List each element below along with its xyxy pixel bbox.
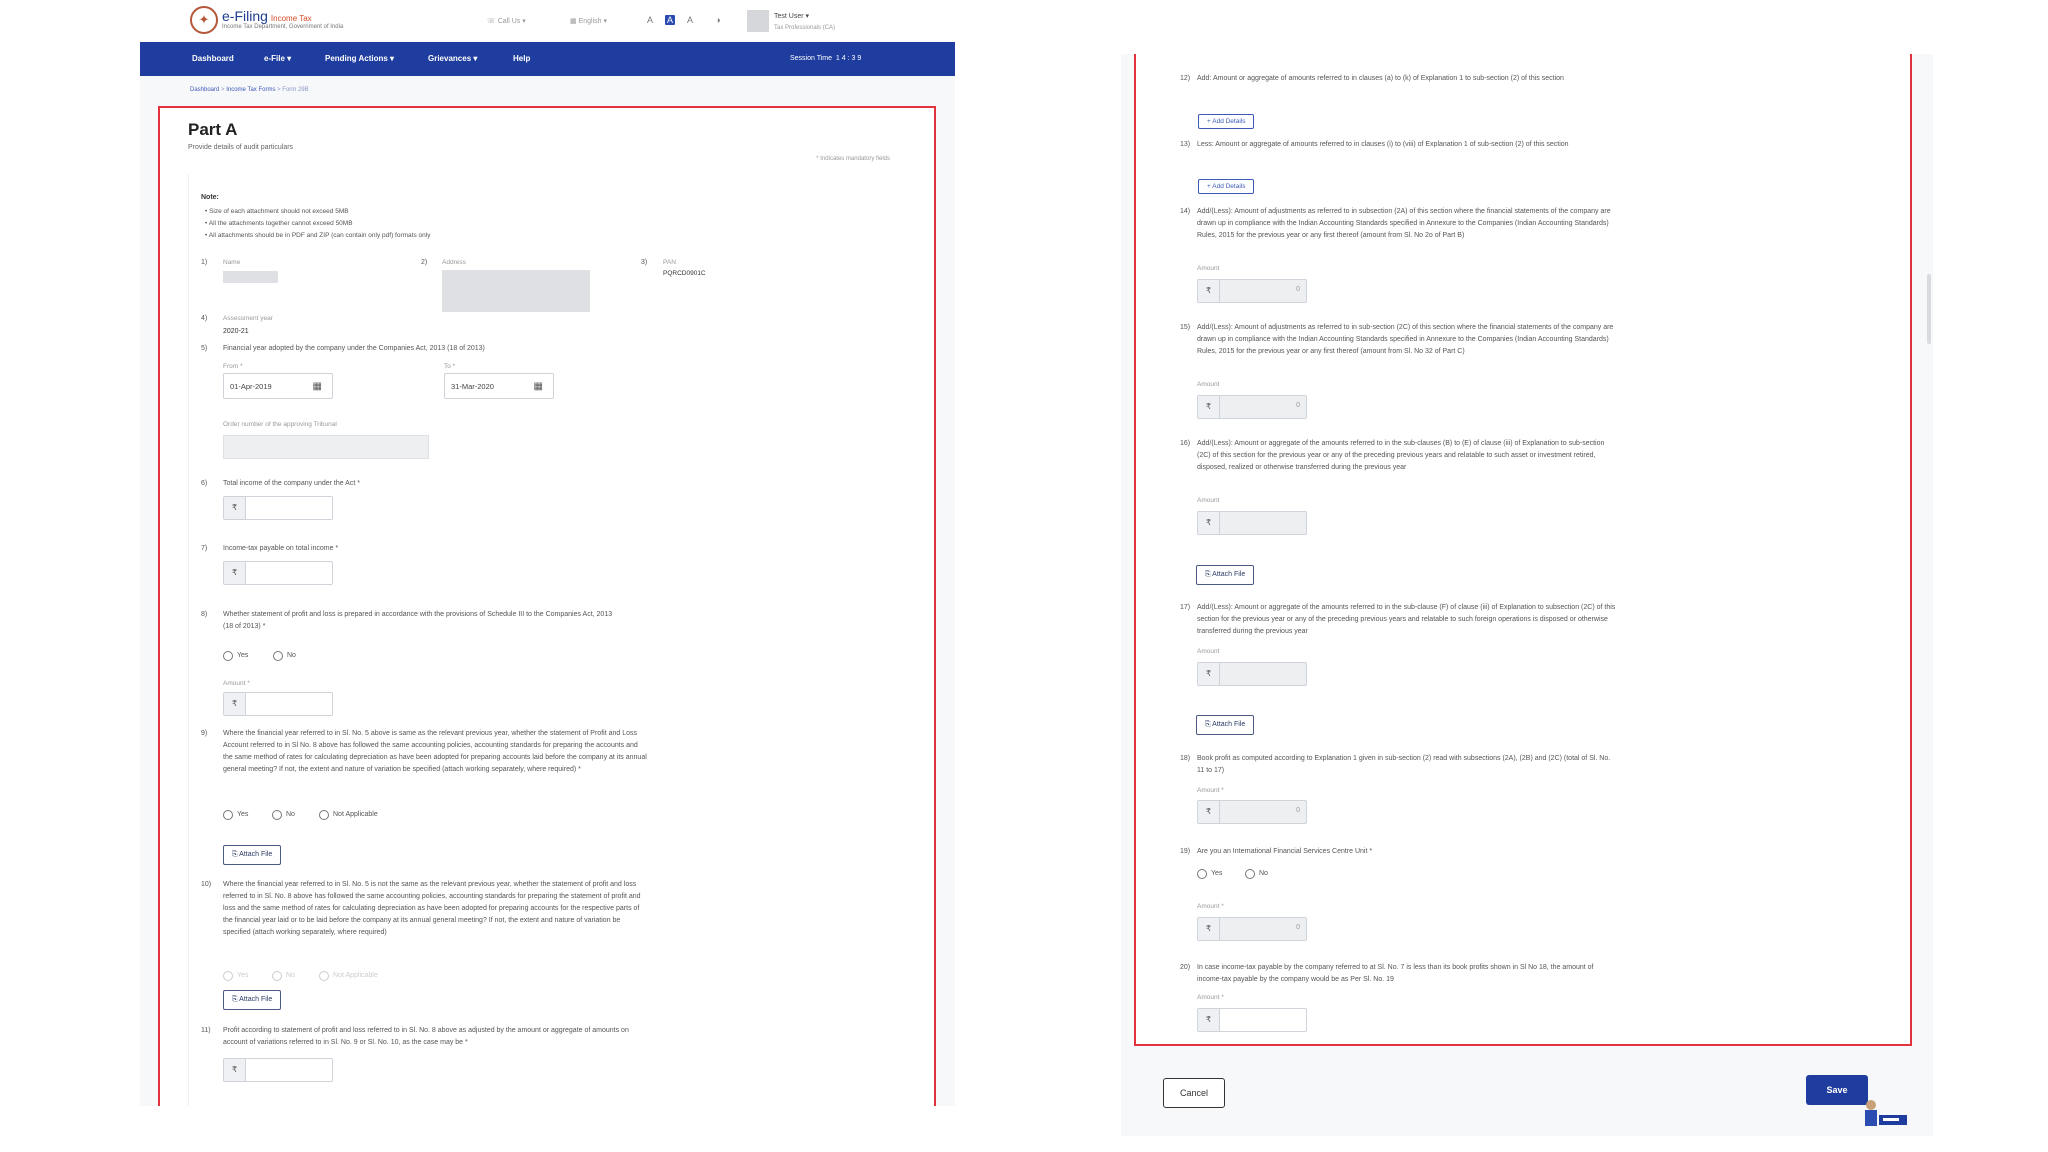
q9-text: Where the financial year referred to in Sl. No. 5 above is same as the relevant previous year, whether the statement of Profit and Loss Account referred to in Sl No. 8 above has followed the same accounting policies, accounting standards for preparing the accounts and the same method of rates for calculating depreciation as have been adopted for preparing accounts laid before the company at its annual general meeting? If not, the extent and nature of variation be specified (attach working separately, where required) * <box>223 730 647 773</box>
q15-amount-field[interactable] <box>1197 395 1307 419</box>
page-title: Part A <box>188 120 238 139</box>
logo-subtitle: Income Tax Department, Government of India <box>222 24 344 30</box>
q10-na-radio[interactable] <box>319 971 329 981</box>
q12-add-details-button[interactable]: + Add Details <box>1198 114 1254 129</box>
address-label: Address <box>442 259 466 266</box>
note-line: • All attachments should be in PDF and ZIP (can contain only pdf) formats only <box>205 232 431 239</box>
q9-no-radio[interactable] <box>272 810 282 820</box>
q7-number: 7) <box>201 545 208 552</box>
q9-attach-file-button[interactable] <box>223 845 281 865</box>
q18-amount-label: Amount * <box>1197 787 1224 794</box>
paperclip-icon: ⎘ <box>232 996 240 1003</box>
q8-amount-label: Amount * <box>223 680 250 687</box>
q20-text: In case income-tax payable by the company referred to at Sl. No. 7 is less than its book profits shown in Sl No 18, the amount of income-tax payable by the company would be as Per Sl. No. 19 <box>1197 964 1594 983</box>
name-value-redacted <box>223 271 278 283</box>
q8-amount-field[interactable] <box>223 692 333 716</box>
address-value-redacted <box>442 270 590 312</box>
rupee-icon: ₹ <box>1198 280 1220 302</box>
call-us-link[interactable]: ☏ Call Us ▾ <box>487 18 526 25</box>
nav-efile[interactable]: e-File ▾ <box>264 54 292 63</box>
save-button[interactable]: Save <box>1806 1075 1868 1105</box>
session-value: 1 4 : 3 9 <box>835 55 862 62</box>
paperclip-icon: ⎘ <box>232 851 240 858</box>
to-label: To * <box>444 363 456 370</box>
breadcrumb-current: Form 29B <box>282 87 309 93</box>
logo-title: e-Filing <box>222 8 268 24</box>
nav-dashboard[interactable]: Dashboard <box>192 54 234 63</box>
session-label: Session Time <box>790 55 833 62</box>
q5-text: Financial year adopted by the company under the Companies Act, 2013 (18 of 2013) <box>223 345 485 352</box>
breadcrumb-dashboard[interactable]: Dashboard <box>190 87 220 93</box>
q4-number: 4) <box>201 315 208 322</box>
q10-text: Where the financial year referred to in Sl. No. 5 is not the same as the relevant previous year, whether the statement of profit and loss referred to in Sl. No. 8 above has followed the same accounting policies, accounting standards for preparing the statement of profit and loss and the same method of rates for calculating depreciation as have been adopted for preparing accounts for the respective parts of the financial year laid or to be laid before the company at its annual general meeting? If not, the extent and nature of variation be specified (attach working separately, where required) <box>223 881 641 936</box>
call-us-label: Call Us <box>497 18 521 25</box>
q19-yes-radio[interactable] <box>1197 869 1207 879</box>
q10-number: 10) <box>201 881 212 888</box>
q19-amount-value: 0 <box>1296 924 1300 931</box>
attach-label: Attach File <box>239 851 273 858</box>
q10-yes-label: Yes <box>237 972 249 979</box>
form-footer <box>1121 1069 1933 1136</box>
q20-number: 20) <box>1180 964 1191 971</box>
q15-amount-label: Amount <box>1197 381 1220 388</box>
q9-na-label: Not Applicable <box>333 811 378 818</box>
q18-amount-value: 0 <box>1296 807 1300 814</box>
q19-amount-label: Amount * <box>1197 903 1224 910</box>
q12-number: 12) <box>1180 75 1191 82</box>
q10-no-label: No <box>286 972 295 979</box>
nav-pending-actions[interactable]: Pending Actions ▾ <box>325 54 395 63</box>
rupee-icon: ₹ <box>224 1059 246 1081</box>
q20-amount-field[interactable] <box>1197 1008 1307 1032</box>
attach-label: Attach File <box>239 996 273 1003</box>
note-title: Note: <box>201 194 219 201</box>
rupee-icon: ₹ <box>224 497 246 519</box>
assessment-year-label: Assessment year <box>223 315 273 322</box>
rupee-icon: ₹ <box>1198 1009 1220 1031</box>
q14-amount-field[interactable] <box>1197 279 1307 303</box>
q9-number: 9) <box>201 730 208 737</box>
to-date-value: 31-Mar-2020 <box>451 382 494 391</box>
avatar[interactable] <box>747 10 769 32</box>
paperclip-icon: ⎘ <box>1205 721 1213 728</box>
q10-yes-radio[interactable] <box>223 971 233 981</box>
q18-amount-field[interactable] <box>1197 800 1307 824</box>
page-subtitle: Provide details of audit particulars <box>188 144 294 151</box>
q15-text: Add/(Less): Amount of adjustments as referred to in sub-section (2C) of this section where the financial statements of the company are drawn up in compliance with the Indian Accounting Standards specified in Annexure to the Companies (Indian Accounting Standards) Rules, 2015 for the previous year or any first thereof (amount from Sl. No 32 of Part C) <box>1197 324 1614 355</box>
q19-yes-label: Yes <box>1211 870 1223 877</box>
rupee-icon: ₹ <box>1198 663 1220 685</box>
q15-number: 15) <box>1180 324 1191 331</box>
name-label: Name <box>223 259 241 266</box>
q8-yes-radio[interactable] <box>223 651 233 661</box>
q15-amount-value: 0 <box>1296 402 1300 409</box>
top-header <box>140 0 955 42</box>
q1-number: 1) <box>201 259 208 266</box>
main-navbar <box>140 42 955 76</box>
from-date-field[interactable] <box>223 373 333 399</box>
breadcrumb-forms[interactable]: Income Tax Forms <box>226 87 276 93</box>
user-role: Tax Professionals (CA) <box>774 25 836 31</box>
nav-help[interactable]: Help <box>513 54 531 63</box>
q5-number: 5) <box>201 345 208 352</box>
q17-text: Add/(Less): Amount or aggregate of the amounts referred to in the sub-clause (F) of clause (iii) of Explanation to subsection (2C) of this section for the previous year or any of the preceding previous years and relatable to such foreign operations is disposed or otherwise transferred during the previous year <box>1197 604 1616 635</box>
q14-number: 14) <box>1180 208 1191 215</box>
attach-label: Attach File <box>1212 721 1246 728</box>
income-tax-payable-field[interactable] <box>223 561 333 585</box>
note-text: All attachments should be in PDF and ZIP (can contain only pdf) formats only <box>208 232 431 239</box>
q8-no-label: No <box>287 652 296 659</box>
nav-efile-label: e-File <box>264 54 285 63</box>
user-name[interactable]: Test User ▾ <box>774 13 810 20</box>
q13-number: 13) <box>1180 141 1191 148</box>
q8-yes-label: Yes <box>237 652 249 659</box>
q17-attach-file-button[interactable] <box>1196 715 1254 735</box>
contrast-icon[interactable]: ◑ <box>715 15 721 25</box>
q14-text: Add/(Less): Amount of adjustments as referred to in subsection (2A) of this section where the financial statements of the company are drawn up in compliance with the Indian Accounting Standards specified in Annexure to the Companies (Indian Accounting Standards) Rules, 2015 for the previous year or any first thereof (amount from Sl. No 2o of Part B) <box>1197 208 1611 239</box>
right-form-screenshot <box>1121 54 1933 1136</box>
q19-number: 19) <box>1180 848 1191 855</box>
rupee-icon: ₹ <box>1198 512 1220 534</box>
left-form-screenshot <box>140 0 955 1106</box>
note-line: • All the attachments together cannot exceed 50MB <box>205 220 353 227</box>
total-income-field[interactable] <box>223 496 333 520</box>
chat-assistant-icon[interactable] <box>1861 1099 1911 1131</box>
assessment-year-value: 2020-21 <box>223 328 249 335</box>
form-card <box>188 174 878 1106</box>
q17-amount-field[interactable] <box>1197 662 1307 686</box>
q16-text: Add/(Less): Amount or aggregate of the amounts referred to in the sub-clauses (B) to (E) of clause (iii) of Explanation to sub-section (2C) of this section for the previous year or any of the preceding previous years and relatable to such asset or investment retired, disposed, realized or otherwise transferred during the previous year <box>1197 440 1605 471</box>
tribunal-label: Order number of the approving Tribunal <box>223 421 337 428</box>
q16-number: 16) <box>1180 440 1191 447</box>
rupee-icon: ₹ <box>1198 396 1220 418</box>
mandatory-note: * Indicates mandatory fields <box>816 156 890 162</box>
breadcrumb: Dashboard > Income Tax Forms > Form 29B <box>190 87 309 93</box>
emblem-logo-icon: ✦ <box>190 6 218 34</box>
note-line: • Size of each attachment should not exceed 5MB <box>205 208 349 215</box>
q14-amount-label: Amount <box>1197 265 1220 272</box>
q2-number: 2) <box>421 259 428 266</box>
q11-amount-field[interactable] <box>223 1058 333 1082</box>
logo-tagline: Income Tax <box>270 14 312 23</box>
paperclip-icon: ⎘ <box>1205 571 1213 578</box>
nav-pending-label: Pending Actions <box>325 54 388 63</box>
q17-amount-label: Amount <box>1197 648 1220 655</box>
q9-yes-radio[interactable] <box>223 810 233 820</box>
q16-amount-field[interactable] <box>1197 511 1307 535</box>
to-date-field[interactable] <box>444 373 554 399</box>
q18-text: Book profit as computed according to Explanation 1 given in sub-section (2) read with subsections (2A), (2B) and (2C) (total of Sl. No. 11 to 17) <box>1197 755 1611 774</box>
note-text: Size of each attachment should not exceed 5MB <box>209 208 349 215</box>
q7-text: Income-tax payable on total income * <box>223 545 339 552</box>
scrollbar[interactable] <box>1927 274 1931 344</box>
q13-add-details-button[interactable]: + Add Details <box>1198 179 1254 194</box>
q20-amount-label: Amount * <box>1197 994 1224 1001</box>
part-a-continued-panel <box>1134 54 1912 1046</box>
font-default-icon[interactable]: A <box>666 15 673 25</box>
q9-na-radio[interactable] <box>319 810 329 820</box>
session-timer <box>790 55 861 62</box>
q10-na-label: Not Applicable <box>333 972 378 979</box>
q18-number: 18) <box>1180 755 1191 762</box>
q8-text: Whether statement of profit and loss is prepared in accordance with the provisions of Schedule III to the Companies Act, 2013 (18 of 2013) * <box>223 611 613 630</box>
calendar-icon[interactable]: ▦ <box>533 381 543 392</box>
from-date-value: 01-Apr-2019 <box>230 382 272 391</box>
q12-text: Add: Amount or aggregate of amounts referred to in clauses (a) to (k) of Explanation 1 to sub-section (2) of this section <box>1197 75 1564 82</box>
q13-text: Less: Amount or aggregate of amounts referred to in clauses (i) to (viii) of Explanation 1 of sub-section (2) of this section <box>1197 141 1569 148</box>
q6-text: Total income of the company under the Act * <box>223 480 360 487</box>
q19-no-radio[interactable] <box>1245 869 1255 879</box>
cancel-button[interactable]: Cancel <box>1163 1078 1225 1108</box>
rupee-icon: ₹ <box>1198 918 1220 940</box>
calendar-icon[interactable]: ▦ <box>312 381 322 392</box>
font-decrease-icon[interactable]: A <box>646 15 653 25</box>
language-select[interactable]: ▦ English ▾ <box>570 18 607 25</box>
tribunal-order-field[interactable] <box>223 435 429 459</box>
q19-no-label: No <box>1259 870 1268 877</box>
q16-attach-file-button[interactable] <box>1196 565 1254 585</box>
q9-yes-label: Yes <box>237 811 249 818</box>
q9-no-label: No <box>286 811 295 818</box>
pan-value: PQRCD0901C <box>663 270 706 277</box>
user-name-text: Test User <box>774 13 804 20</box>
q10-attach-file-button[interactable] <box>223 990 281 1010</box>
note-text: All the attachments together cannot exceed 50MB <box>208 220 353 227</box>
rupee-icon: ₹ <box>224 693 246 715</box>
q19-text: Are you an International Financial Services Centre Unit * <box>1197 848 1373 855</box>
q11-text: Profit according to statement of profit and loss referred to in Sl. No. 8 above as adjusted by the amount or aggregate of amounts on account of variations referred to in Sl. No. 9 or Sl. No. 10, as the case may be * <box>223 1027 629 1046</box>
q3-number: 3) <box>641 259 648 266</box>
q14-amount-value: 0 <box>1296 286 1300 293</box>
part-a-panel <box>158 106 936 1106</box>
q6-number: 6) <box>201 480 208 487</box>
q8-number: 8) <box>201 611 208 618</box>
q16-amount-label: Amount <box>1197 497 1220 504</box>
nav-grievances[interactable]: Grievances ▾ <box>428 54 478 63</box>
attach-label: Attach File <box>1212 571 1246 578</box>
q8-no-radio[interactable] <box>273 651 283 661</box>
pan-label: PAN <box>663 259 676 266</box>
q17-number: 17) <box>1180 604 1191 611</box>
q11-number: 11) <box>201 1027 211 1034</box>
rupee-icon: ₹ <box>224 562 246 584</box>
q19-amount-field[interactable] <box>1197 917 1307 941</box>
q10-no-radio[interactable] <box>272 971 282 981</box>
nav-grievances-label: Grievances <box>428 54 472 63</box>
from-label: From * <box>223 363 243 370</box>
site-logo[interactable] <box>222 8 312 24</box>
font-increase-icon[interactable]: A <box>686 15 693 25</box>
rupee-icon: ₹ <box>1198 801 1220 823</box>
language-label: English <box>578 18 602 25</box>
